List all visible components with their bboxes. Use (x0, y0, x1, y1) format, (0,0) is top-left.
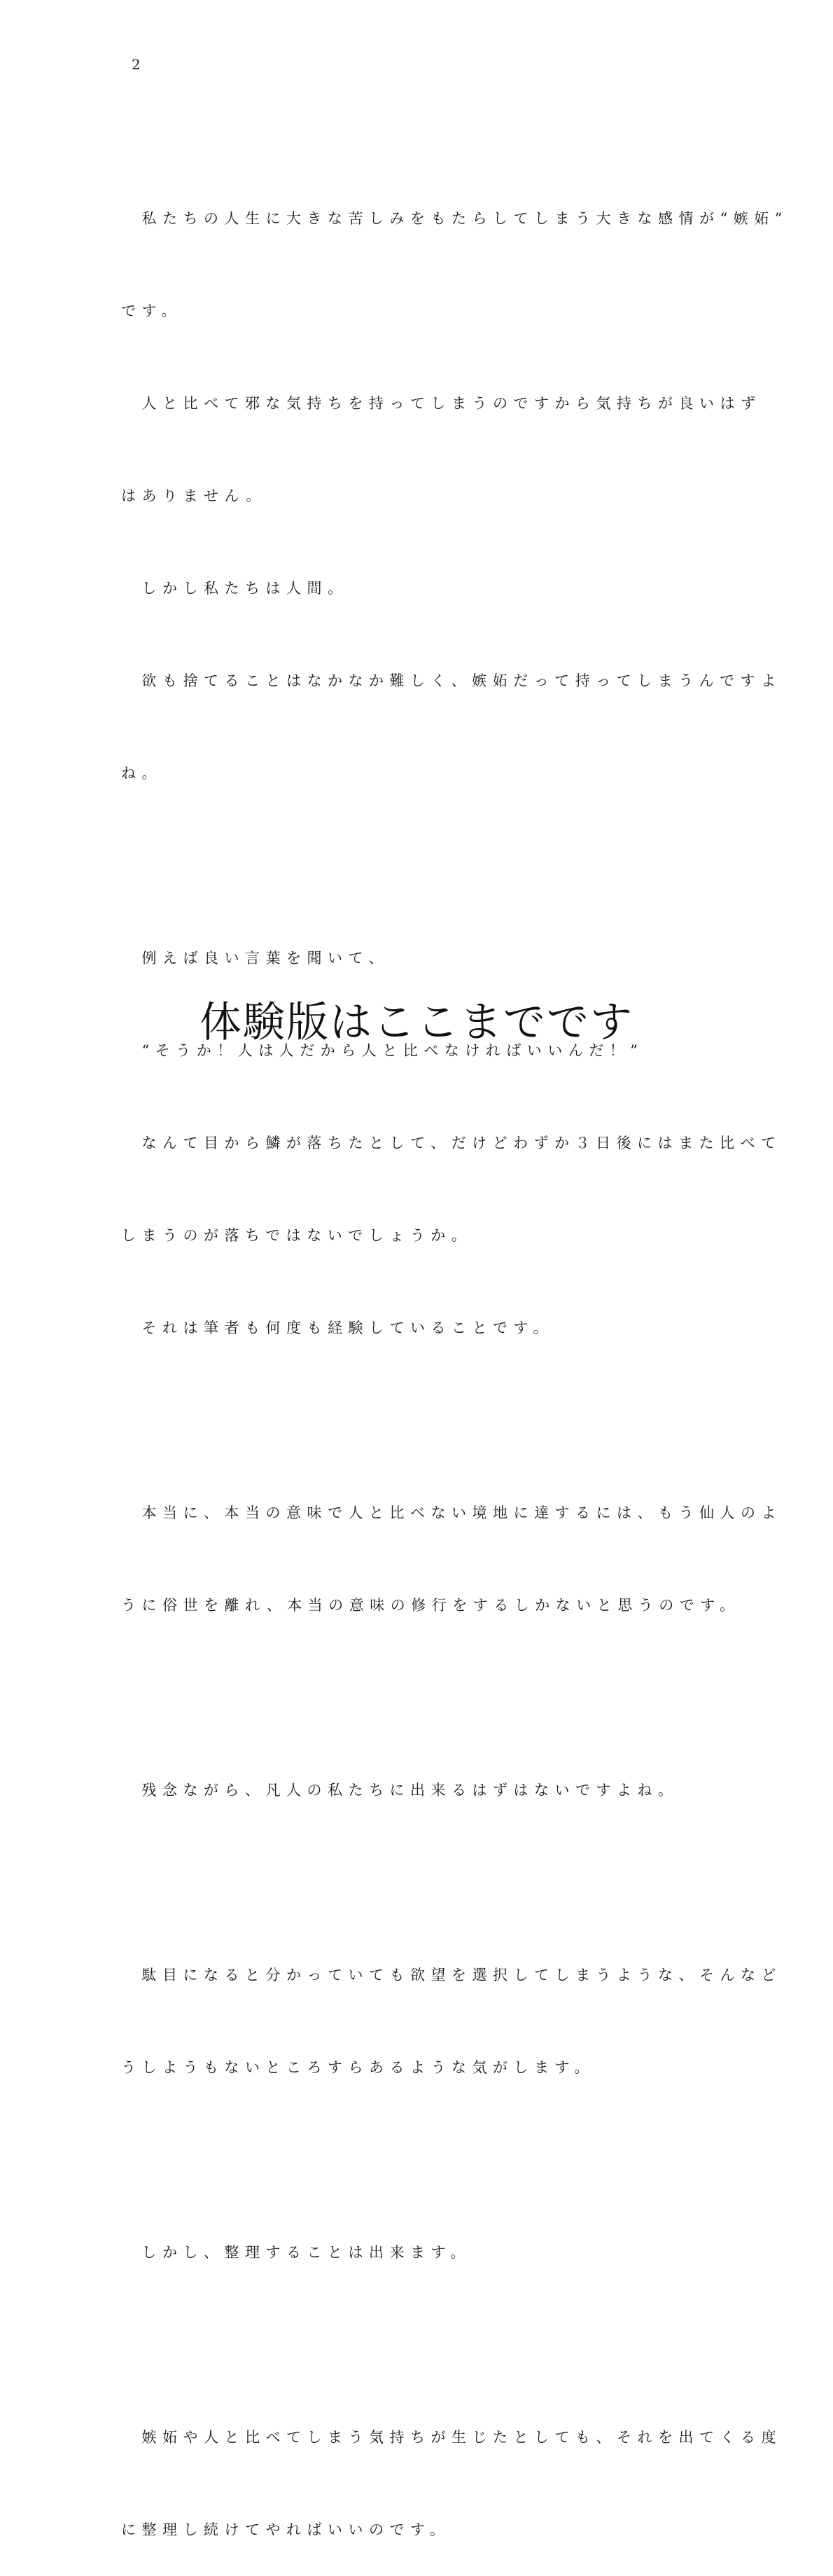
text-line: なんて目から鱗が落ちたとして、だけどわずか３日後にはまた比べて (121, 1135, 782, 1151)
text-line: はありません。 (121, 487, 267, 504)
text-line: しまうのが落ちではないでしょうか。 (121, 1227, 472, 1244)
text-line: 欲も捨てることはなかなか難しく、嫉妬だって持ってしまうんですよ (121, 672, 782, 689)
blank-line (121, 1405, 713, 1436)
text-line: です。 (121, 303, 182, 319)
text-line: 駄目になると分かっていても欲望を選択してしまうような、そんなど (121, 1967, 782, 1983)
text-line: しかし私たちは人間。 (121, 580, 349, 597)
text-line: 私たちの人生に大きな苦しみをもたらしてしまう大きな感情が“嫉妬” (121, 210, 788, 227)
text-line: うに俗世を離れ、本当の意味の修行をするしかないと思うのです。 (121, 1597, 741, 1614)
text-line: 嫉妬や人と比べてしまう気持ちが生じたとしても、それを出てくる度 (121, 2429, 782, 2446)
page-number: 2 (132, 56, 141, 73)
text-line: しかし、整理することは出来ます。 (121, 2244, 471, 2261)
trial-end-notice: 体験版はここまでです (200, 998, 634, 1047)
text-line: に整理し続けてやればいいのです。 (121, 2521, 451, 2538)
text-line: うしようもないところすらあるような気がします。 (121, 2059, 595, 2076)
blank-line (121, 1682, 713, 1713)
text-line: 本当に、本当の意味で人と比べない境地に達するには、もう仙人のよ (121, 1504, 782, 1521)
text-line: 人と比べて邪な気持ちを持ってしまうのですから気持ちが良いはず (121, 395, 762, 412)
text-line: “そうか！人は人だから人と比べなければいいんだ！” (121, 1042, 644, 1059)
text-line: 残念ながら、凡人の私たちに出来るはずはないですよね。 (121, 1782, 679, 1799)
blank-line (121, 850, 713, 881)
text-line: 例えば良い言葉を聞いて、 (121, 950, 390, 967)
body-text (121, 141, 788, 2576)
blank-line (121, 2329, 713, 2360)
blank-line (121, 2145, 713, 2175)
text-line: それは筆者も何度も経験していることです。 (121, 1320, 554, 1336)
blank-line (121, 1867, 713, 1898)
text-line: ね。 (121, 765, 162, 782)
